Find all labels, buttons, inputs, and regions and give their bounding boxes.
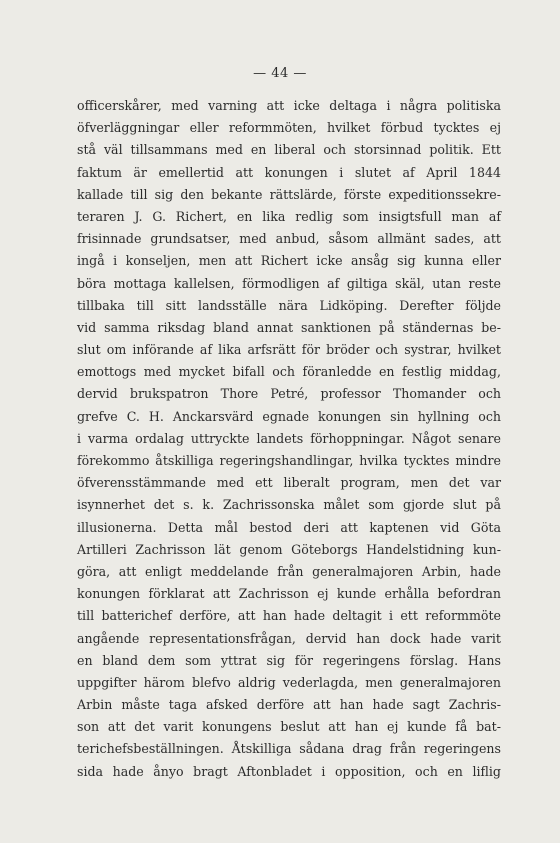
text-line: Arbin måste taga afsked derföre att han hade sagt Zachris- [77, 697, 501, 713]
text-line: frisinnade grundsatser, med anbud, såsom allmänt sades, att [77, 231, 501, 247]
text-line: konungen förklarat att Zachrisson ej kunde erhålla befordran [77, 586, 501, 602]
page-number: — 44 — [253, 66, 307, 81]
text-line: officerskårer, med varning att icke deltaga i några politiska [77, 98, 501, 113]
text-line: son att det varit konungens beslut att han ej kunde få bat- [77, 719, 501, 735]
text-line: emottogs med mycket bifall och föranledde en festlig middag, [77, 364, 501, 380]
text-line: stå väl tillsammans med en liberal och storsinnad politik. Ett [77, 142, 501, 158]
text-line: en bland dem som yttrat sig för regeringens förslag. Hans [77, 652, 501, 668]
text-line: angående representationsfrågan, dervid han dock hade varit [77, 630, 501, 646]
text-line: uppgifter härom blefvo aldrig vederlagda, men generalmajoren [77, 674, 501, 690]
text-line: isynnerhet det s. k. Zachrissonska målet som gjorde slut på [77, 497, 501, 513]
text-line: till batterichef derföre, att han hade deltagit i ett reformmöte [77, 608, 501, 624]
text-line: sida hade ånyo bragt Aftonbladet i opposition, och en liflig [77, 763, 501, 779]
text-line: vid samma riksdag bland annat sanktionen på ständernas be- [77, 319, 501, 335]
text-line: i varma ordalag uttryckte landets förhoppningar. Något senare [77, 430, 501, 446]
text-line: kallade till sig den bekante rättslärde, förste expeditionssekre- [77, 186, 501, 202]
text-line: tillbaka till sitt landsställe nära Lidköping. Derefter följde [77, 297, 501, 313]
text-line: teraren J. G. Richert, en lika redlig som insigtsfull man af [77, 208, 501, 224]
text-line: faktum är emellertid att konungen i slutet af April 1844 [77, 164, 501, 180]
text-line: öfverensstämmande med ett liberalt program, men det var [77, 475, 501, 491]
text-line: böra mottaga kallelsen, förmodligen af giltiga skäl, utan reste [77, 275, 501, 291]
text-line: Artilleri Zachrisson lät genom Göteborgs Handelstidning kun- [77, 541, 501, 557]
text-line: ingå i konseljen, men att Richert icke ansåg sig kunna eller [77, 253, 501, 269]
text-line: illusionerna. Detta mål bestod deri att kaptenen vid Göta [77, 519, 501, 535]
body-text [77, 95, 501, 783]
text-line: slut om införande af lika arfsrätt för bröder och systrar, hvilket [77, 342, 501, 358]
text-line: göra, att enligt meddelande från generalmajoren Arbin, hade [77, 563, 501, 579]
text-line: öfverläggningar eller reformmöten, hvilket förbud tycktes ej [77, 120, 501, 136]
text-line: dervid brukspatron Thore Petré, professor Thomander och [77, 386, 501, 402]
text-line: terichefsbeställningen. Åtskilliga sådana drag från regeringens [77, 741, 501, 757]
text-line: förekommo åtskilliga regeringshandlingar, hvilka tycktes mindre [77, 453, 501, 468]
text-line: grefve C. H. Anckarsvärd egnade konungen sin hyllning och [77, 408, 501, 424]
